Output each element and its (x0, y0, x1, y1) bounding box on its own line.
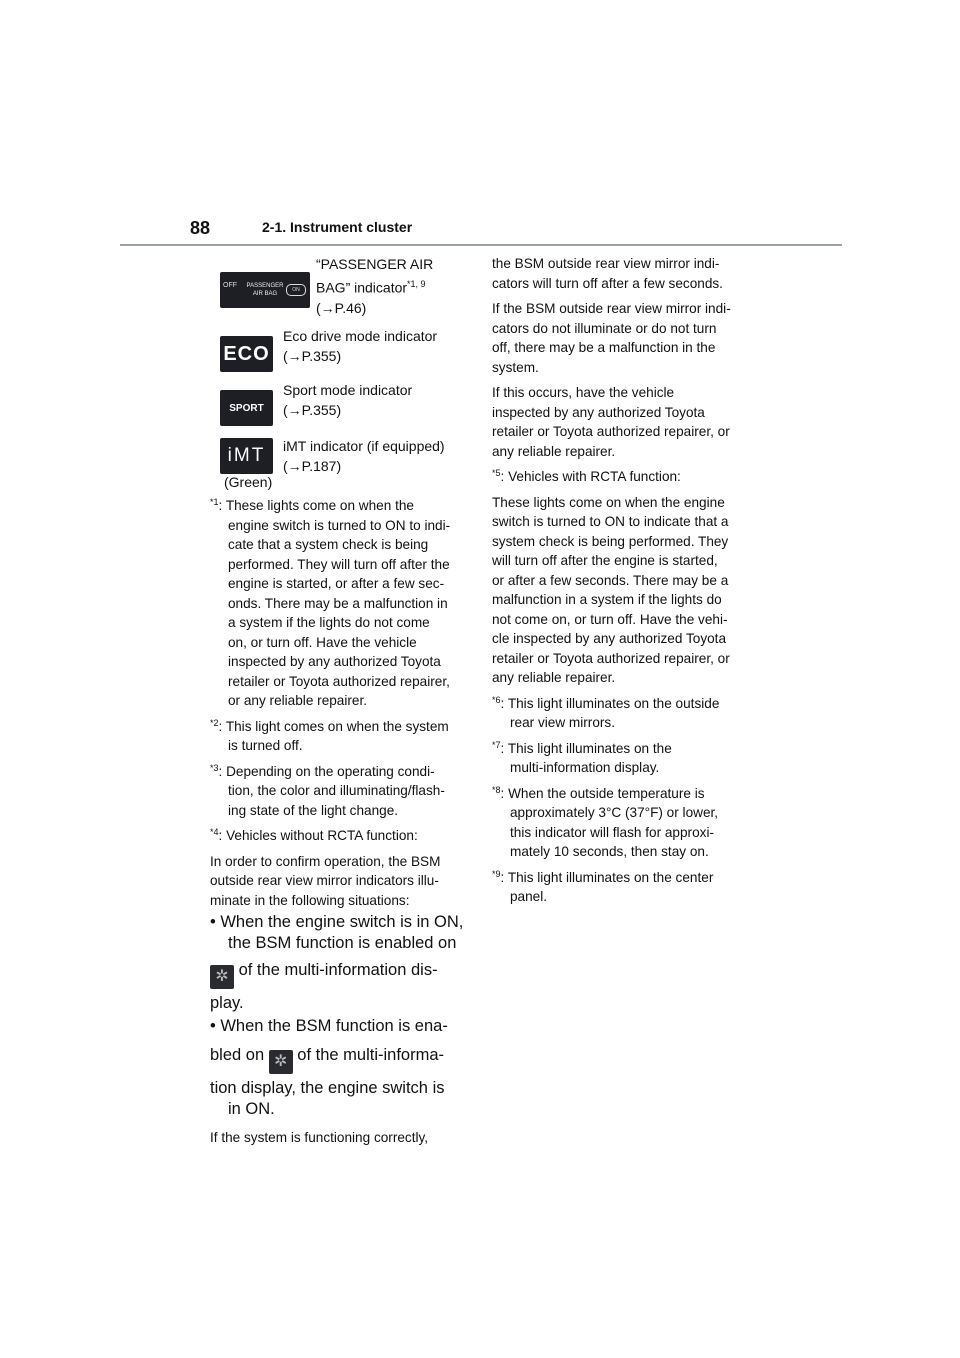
footnote-line: tion, the color and illuminating/flash- (228, 783, 445, 798)
indicator-line: Sport mode indicator (283, 382, 413, 398)
sport-icon: SPORT (220, 390, 273, 426)
paragraph: If the system is functioning correctly, (210, 1130, 429, 1145)
footnote-line: ing state of the light change. (228, 802, 399, 818)
bullet-item (210, 1016, 475, 1120)
footnote-3 (210, 762, 475, 821)
footnote-line: approximately 3°C (37°F) or lower, (510, 805, 719, 820)
paragraph-line: the BSM outside rear view mirror indi- (492, 256, 720, 271)
airbag-off-label: OFF (223, 282, 237, 289)
indicator-imt (210, 436, 475, 496)
indicator-line: iMT indicator (if equipped) (283, 438, 445, 454)
footnote-7 (492, 739, 754, 778)
right-column (492, 254, 754, 913)
paragraph (492, 493, 754, 688)
footnote-line: this indicator will flash for approxi- (510, 824, 714, 840)
footnote-line: engine switch is turned to ON to indi- (228, 517, 451, 533)
paragraph-line: system. (492, 359, 539, 375)
airbag-icon-label-1: PASSENGER (246, 283, 284, 289)
footnote-4 (210, 826, 475, 846)
airbag-icon-label-2: AIR BAG (252, 291, 278, 297)
footnote-line: or any reliable repairer. (228, 693, 368, 708)
bullet-line: the BSM function is enabled on (228, 934, 457, 952)
paragraph-line: cators do not illuminate or do not turn (492, 320, 717, 336)
footnote-6 (492, 694, 754, 733)
bullet-line: of the multi-information dis- (234, 961, 438, 979)
bullet-line: of the multi-informa- (292, 1046, 445, 1064)
footnote-line: : This light illuminates on the (500, 740, 672, 756)
paragraph-line: cators will turn off after a few seconds. (492, 275, 723, 291)
footnote-8 (492, 784, 754, 862)
bullet-line: • When the BSM function is ena- (210, 1017, 448, 1035)
color-note: (Green) (224, 474, 273, 490)
paragraph-line: inspected by any authorized Toyota (492, 404, 705, 420)
footnote-mark: *8 (492, 784, 501, 795)
airbag-on-label: ON (286, 284, 306, 296)
footnote-line: mately 10 seconds, then stay on. (510, 844, 709, 859)
paragraph-line: cle inspected by any authorized Toyota (492, 631, 727, 646)
footnote-5 (492, 467, 754, 487)
page-reference: (→P.187) (283, 458, 342, 474)
footnote-mark: *9 (492, 868, 501, 879)
indicator-line: Eco drive mode indicator (283, 328, 438, 344)
imt-icon: iMT (220, 438, 273, 474)
paragraph-line: If this occurs, have the vehicle (492, 385, 675, 400)
indicator-line: “PASSENGER AIR (316, 256, 434, 272)
section-title: 2-1. Instrument cluster (262, 219, 413, 235)
indicator-eco (210, 326, 475, 380)
page-reference: (→P.355) (283, 402, 342, 418)
paragraph-line: switch is turned to ON to indicate that a (492, 514, 729, 529)
paragraph (210, 852, 475, 911)
bullet-line: in ON. (228, 1100, 275, 1118)
page-reference: (→P.46) (316, 299, 367, 316)
footnote-9 (492, 868, 754, 907)
footnote-line: engine is started, or after a few sec- (228, 576, 445, 591)
paragraph-line: any reliable repairer. (492, 670, 616, 685)
paragraph-line: malfunction in a system if the lights do (492, 592, 722, 607)
footnote-mark: *7 (492, 739, 501, 750)
paragraph-line: If the BSM outside rear view mirror indi- (492, 301, 731, 316)
footnote-1 (210, 496, 475, 711)
indicator-line: BAG” indicator (316, 279, 408, 296)
footnote-line: : These lights come on when the (218, 498, 414, 513)
gear-icon: ✲ (210, 965, 234, 989)
paragraph-line: not come on, or turn off. Have the vehi- (492, 611, 728, 627)
footnote-line: panel. (510, 889, 548, 904)
eco-icon: ECO (220, 336, 273, 372)
footnote-mark: *2 (210, 717, 219, 728)
bullet-line: bled on (210, 1046, 269, 1064)
page-number: 88 (190, 218, 211, 238)
paragraph-line: system check is being performed. They (492, 533, 729, 549)
footnote-line: onds. There may be a malfunction in (228, 595, 448, 611)
bullet-line: play. (210, 994, 244, 1012)
footnote-2 (210, 717, 475, 756)
footnote-mark: *3 (210, 762, 219, 773)
paragraph-line: retailer or Toyota authorized repairer, or (492, 650, 730, 666)
footnote-line: on, or turn off. Have the vehicle (228, 634, 417, 650)
footnote-line: : Vehicles without RCTA function: (218, 828, 418, 843)
footnote-line: inspected by any authorized Toyota (228, 654, 441, 669)
paragraph-line: will turn off after the engine is started, (492, 553, 718, 568)
footnote-mark: *5 (492, 468, 501, 478)
paragraph-line: In order to confirm operation, the BSM (210, 853, 441, 869)
indicator-passenger-airbag (210, 254, 475, 326)
gear-icon: ✲ (269, 1050, 293, 1074)
paragraph-line: These lights come on when the engine (492, 494, 725, 510)
indicator-text (283, 380, 412, 420)
header-rule (120, 244, 842, 246)
footnote-line: a system if the lights do not come (228, 615, 430, 630)
footnote-line: is turned off. (228, 738, 303, 753)
bullet-line: • When the engine switch is in ON, (210, 913, 464, 931)
footnote-line: : This light comes on when the system (218, 718, 449, 734)
footnote-line: retailer or Toyota authorized repairer, (228, 673, 450, 689)
indicator-sport (210, 380, 475, 436)
footnote-line: : Depending on the operating condi- (218, 763, 435, 779)
indicator-text (316, 254, 433, 318)
footnote-line: : This light illuminates on the outside (500, 695, 720, 711)
footnote-mark: *6 (492, 694, 501, 705)
paragraph-line: outside rear view mirror indicators illu- (210, 873, 439, 888)
footnote-line: performed. They will turn off after the (228, 556, 450, 572)
footnote-line: : When the outside temperature is (500, 785, 705, 801)
footnote-line: : This light illuminates on the center (500, 869, 714, 885)
footnote-ref: *1, 9 (407, 279, 426, 289)
bullet-item (210, 912, 475, 1014)
paragraph-line: any reliable repairer. (492, 443, 616, 459)
footnote-line: rear view mirrors. (510, 715, 615, 730)
footnote-line: multi-information display. (510, 760, 660, 775)
footnote-line: cate that a system check is being (228, 537, 429, 552)
paragraph-line: or after a few seconds. There may be a (492, 572, 729, 588)
indicator-text (283, 436, 445, 476)
paragraph (492, 299, 754, 377)
page-header (0, 0, 960, 260)
passenger-airbag-icon (220, 272, 310, 308)
page-reference: (→P.355) (283, 348, 342, 364)
paragraph-line: off, there may be a malfunction in the (492, 340, 716, 355)
bullet-line: tion display, the engine switch is (210, 1079, 445, 1097)
paragraph-line: minate in the following situations: (210, 892, 410, 908)
paragraph (492, 254, 754, 293)
footnote-mark: *4 (210, 827, 219, 837)
footnote-line: : Vehicles with RCTA function: (500, 469, 681, 484)
left-column (210, 254, 475, 1154)
paragraph-line: retailer or Toyota authorized repairer, or (492, 424, 730, 439)
indicator-text (283, 326, 437, 366)
paragraph (492, 383, 754, 461)
footnote-mark: *1 (210, 497, 219, 507)
